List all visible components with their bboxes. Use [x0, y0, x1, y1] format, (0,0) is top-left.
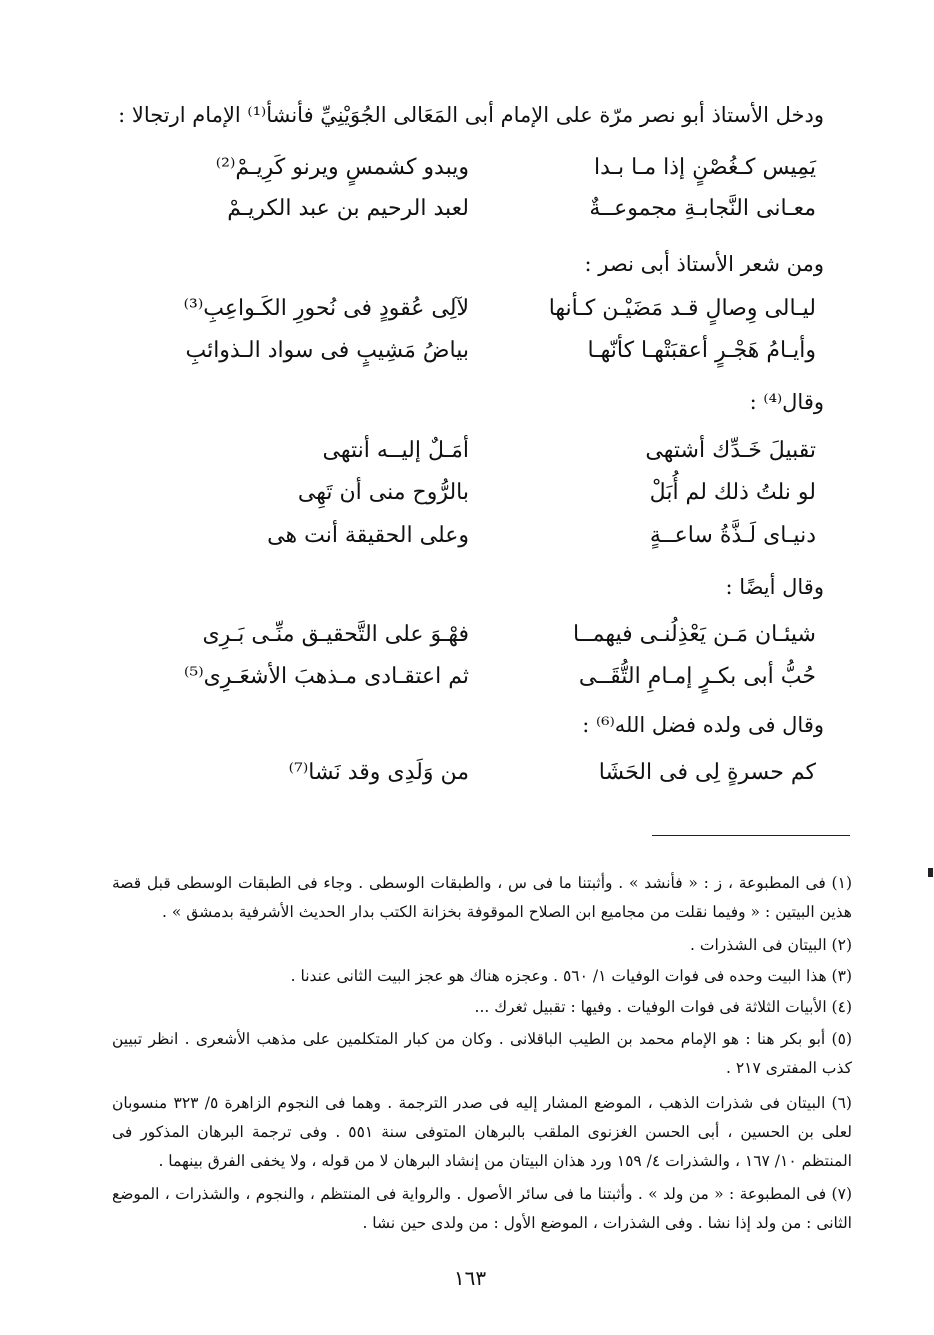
heading-poem5: وقال فى ولده فضل الله⁽⁶⁾ :	[582, 713, 824, 737]
footnote-4: (٤) الأبيات الثلاثة فى فوات الوفيات . وفيها : تقبيل ثغرك ...	[474, 998, 852, 1016]
footnote-separator	[652, 835, 850, 836]
poem4-verse1-second: فهْـوَ على التَّحقيـق منِّـى بَـرِى	[202, 622, 469, 647]
poem1-verse1-first: يَمِيس كـغُصْنٍ إذا مـا بـدا	[593, 155, 816, 180]
footnote-5: (٥) أبو بكر هنا : هو الإمام محمد بن الطيب الباقلانى . وكان من كبار المتكلمين على مذهب الأشعرى . انظر تبيين كذب المفترى ٢١٧ .	[112, 1030, 852, 1077]
heading-poem3: وقال⁽⁴⁾ :	[749, 390, 824, 414]
poem3-verse2-first: لو نلتُ ذلك لم أُبَلْ	[649, 480, 816, 505]
heading-poem2: ومن شعر الأستاذ أبى نصر :	[584, 252, 824, 276]
footnote-3: (٣) هذا البيت وحده فى فوات الوفيات ١/ ٥٦٠ . وعجزه هناك هو عجز البيت الثانى عندنا .	[290, 967, 852, 985]
poem2-verse2-second: بياضُ مَشِيبٍ فى سواد الـذوائبِ	[185, 338, 469, 363]
poem4-verse2-second: ثم اعتقـادى مـذهبَ الأشعَـرِى⁽⁵⁾	[183, 664, 469, 689]
intro-line: ودخل الأستاذ أبو نصر مرّة على الإمام أبى المَعَالى الجُوَيْنِيِّ فأنشأ⁽¹⁾ الإمام ارتجالا :	[118, 103, 824, 127]
footnote-1: (١) فى المطبوعة ، ز : « فأنشد » . وأثبتنا ما فى س ، والطبقات الوسطى . وجاء فى الطبقات الوسطى قبل قصة هذين البيتين : « وفيما نقلت من مجاميع ابن الصلاح الموقوفة بخزانة الكتب بدار الحديث الأشرفية بدمشق » .	[112, 874, 852, 921]
poem3-verse3-second: وعلى الحقيقة أنت هى	[267, 523, 469, 548]
poem2-verse1-second: لآلِى عُقودٍ فى نُحورِ الكَـواعِبِ⁽³⁾	[183, 296, 469, 321]
poem3-verse1-first: تقبيلَ خَـدِّك أشتهى	[645, 438, 816, 463]
poem3-verse3-first: دنيـاى لَـذَّةُ ساعــةٍ	[649, 523, 816, 548]
poem5-verse1-second: من وَلَدِى وقد نَشا⁽⁷⁾	[288, 760, 469, 785]
poem5-verse1-first: كم حسرةٍ لِى فى الحَشَا	[598, 760, 816, 785]
poem4-verse1-first: شيئـان مَـن يَعْذِلُنـى فيهمــا	[573, 622, 816, 647]
poem4-verse2-first: حُبُّ أبى بكـرٍ إمـامِ التُّقَــى	[578, 664, 816, 689]
footnote-2: (٢) البيتان فى الشذرات .	[690, 936, 852, 954]
footnote-6: (٦) البيتان فى شذرات الذهب ، الموضع المشار إليه فى صدر الترجمة . وهما فى النجوم الزاهرة ٥/ ٣٢٣ منسوبان لعلى بن الحسين ، أبى الحسن الغزنوى الملقب بالبرهان المتوفى سنة ٥٥١ . وفى ترجمة البرهان المذكور فى المنتظم ١٠/ ١٦٧ ، والشذرات ٤/ ١٥٩ ورد هذان البيتان من إنشاد البرهان لا من قوله ، ولا يخفى الفرق بينهما .	[112, 1094, 853, 1170]
poem1-verse2-first: معـانى النَّجابـةِ مجموعــةٌ	[589, 196, 816, 221]
poem2-verse1-first: ليـالى وِصالٍ قـد مَضَيْـن كـأنها	[548, 296, 816, 321]
poem1-verse1-second: ويبدو كشمسٍ ويرنو كَرِيـمْ⁽²⁾	[215, 155, 469, 180]
poem3-verse2-second: بالرُّوح منى أن تَهِى	[297, 480, 469, 505]
margin-mark	[928, 868, 933, 877]
footnote-7: (٧) فى المطبوعة : « من ولد » . وأثبتنا ما فى سائر الأصول . والرواية فى المنتظم ، والنجوم ، والشذرات ، الموضع الثانى : من ولد إذا نشا . وفى الشذرات ، الموضع الأول : من ولدى حين نشا .	[112, 1185, 852, 1232]
poem1-verse2-second: لعبد الرحيم بن عبد الكريـمْ	[227, 196, 469, 221]
heading-poem4: وقال أيضًا :	[725, 575, 824, 599]
poem2-verse2-first: وأيـامُ هَجْـرٍ أعقبَتْهـا كأنّهـا	[587, 338, 816, 363]
poem3-verse1-second: أمَـلٌ إليــه أنتهى	[322, 438, 469, 463]
page-number: ١٦٣	[453, 1266, 487, 1290]
